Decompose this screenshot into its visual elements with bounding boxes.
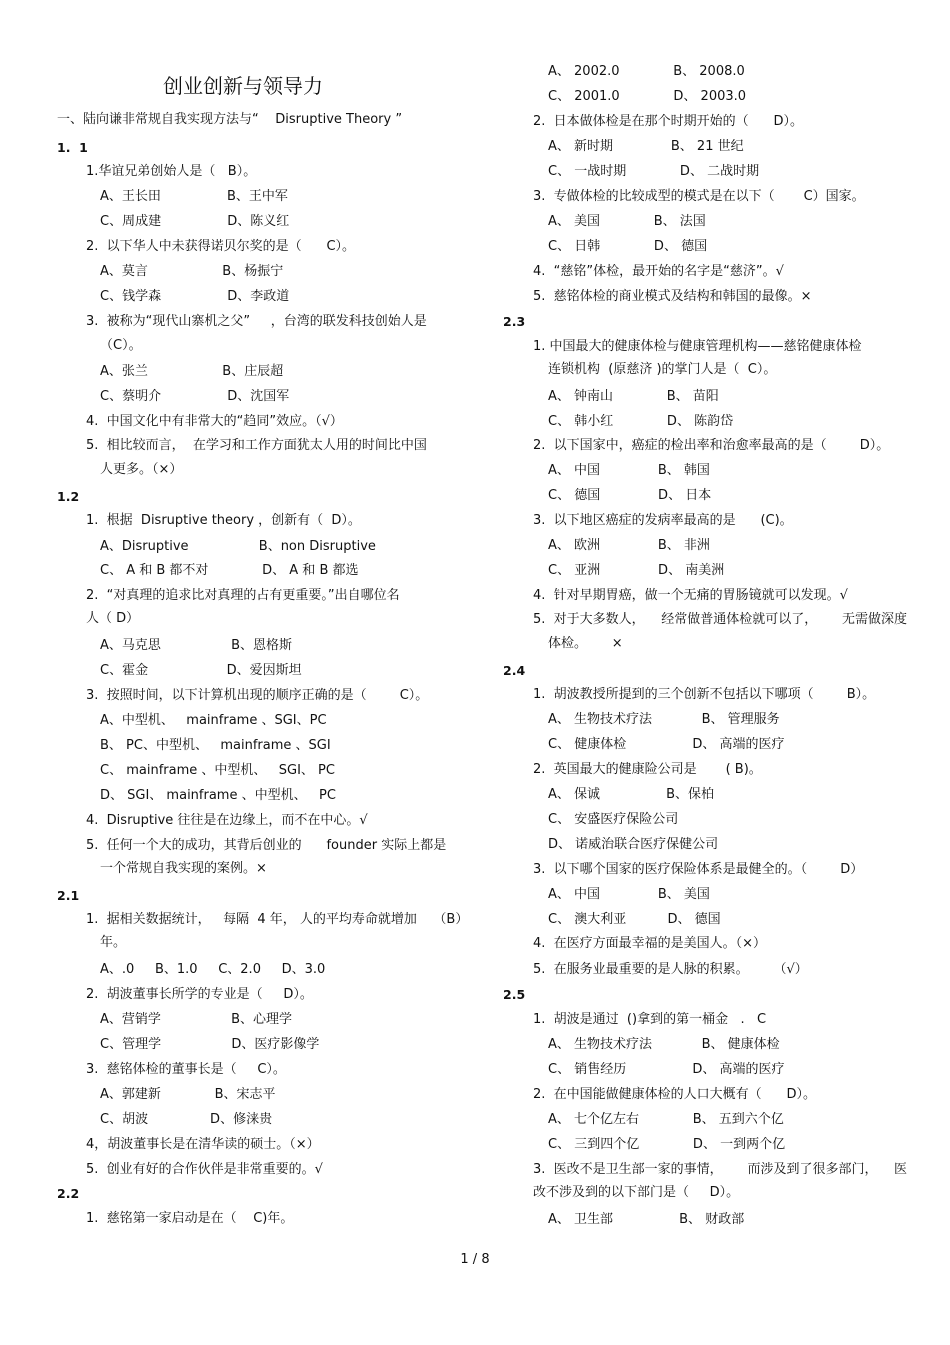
question-line: A、中型机、 mainframe 、SGI、PC	[100, 713, 327, 728]
question-line: A、马克思 B、恩格斯	[100, 638, 293, 653]
question-line: C、 亚洲 D、 南美洲	[548, 563, 725, 578]
question-line: 3. 慈铭体检的董事长是（ C）。	[86, 1062, 286, 1077]
question-line: （C）。	[100, 338, 142, 353]
question-line: 2. 日本做体检是在那个时期开始的（ D）。	[533, 114, 803, 129]
question-line: A、 欧洲 B、 非洲	[548, 538, 710, 553]
question-line: A、 2002.0 B、 2008.0	[548, 64, 745, 79]
question-line: 3. 按照时间，以下计算机出现的顺序正确的是（ C）。	[86, 688, 429, 703]
question-line: 2. 胡波董事长所学的专业是（ D）。	[86, 987, 313, 1002]
question-line: C、 韩小红 D、 陈韵岱	[548, 414, 734, 429]
question-line: C、管理学 D、医疗影像学	[100, 1037, 320, 1052]
question-line: C、 健康体检 D、 高端的医疗	[548, 737, 785, 752]
question-line: A、 生物技术疗法 B、 健康体检	[548, 1037, 780, 1052]
question-line: 4. 在医疗方面最幸福的是美国人。（×）	[533, 936, 767, 951]
question-line: 1. 胡波是通过 ()拿到的第一桶金 . C	[533, 1012, 767, 1027]
question-line: C、霍金 D、爱因斯坦	[100, 663, 302, 678]
question-line: 一个常规自我实现的案例。×	[100, 861, 267, 876]
question-line: A、莫言 B、杨振宁	[100, 264, 284, 279]
question-line: C、 三到四个亿 D、 一到两个亿	[548, 1137, 786, 1152]
question-line: 5. 对于大多数人， 经常做普通体检就可以了， 无需做深度	[533, 612, 907, 627]
question-line: 1. 中国最大的健康体检与健康管理机构——慈铭健康体检	[533, 339, 862, 354]
question-line: 2. 以下华人中未获得诺贝尔奖的是（ C）。	[86, 239, 356, 254]
question-line: 5. 慈铭体检的商业模式及结构和韩国的最像。×	[533, 289, 812, 304]
question-line: A、 生物技术疗法 B、 管理服务	[548, 712, 780, 727]
section-heading: 2.3	[503, 314, 526, 329]
question-line: 年。	[100, 935, 127, 950]
question-line: 1.华谊兄弟创始人是（ B）。	[86, 164, 257, 179]
question-line: 1. 根据 Disruptive theory ，创新有（ D）。	[86, 513, 361, 528]
question-line: 人（ D）	[86, 611, 140, 626]
section-heading: 2.1	[57, 888, 80, 903]
question-line: 3. 医改不是卫生部一家的事情， 而涉及到了很多部门， 医	[533, 1162, 907, 1177]
section-heading: 2.5	[503, 987, 526, 1002]
question-line: 4. Disruptive 往往是在边缘上，而不在中心。√	[86, 813, 368, 828]
question-line: C、胡波 D、修涞贵	[100, 1112, 273, 1127]
question-line: A、 七个亿左右 B、 五到六个亿	[548, 1112, 784, 1127]
question-line: 人更多。（×）	[100, 462, 183, 477]
question-line: A、 中国 B、 美国	[548, 887, 710, 902]
page-number: 1 / 8	[460, 1252, 490, 1267]
question-line: 1. 据相关数据统计， 每隔 4 年， 人的平均寿命就增加 （B）	[86, 912, 469, 927]
question-line: A、.0 B、1.0 C、2.0 D、3.0	[100, 962, 326, 977]
question-line: A、Disruptive B、non Disruptive	[100, 539, 376, 554]
question-line: 5. 在服务业最重要的是人脉的积累。 （√）	[533, 962, 808, 977]
question-line: 1. 慈铭第一家启动是在（ C)年。	[86, 1211, 294, 1226]
question-line: C、 一战时期 D、 二战时期	[548, 164, 760, 179]
question-line: 4. 中国文化中有非常大的“趋同”效应。（√）	[86, 414, 343, 429]
question-line: D、 SGI、 mainframe 、中型机、 PC	[100, 788, 336, 803]
document-title: 创业创新与领导力	[163, 74, 323, 98]
question-line: C、 日韩 D、 德国	[548, 239, 708, 254]
question-line: 2. 以下国家中，癌症的检出率和治愈率最高的是（ D）。	[533, 438, 890, 453]
question-line: A、张兰 B、庄辰超	[100, 364, 284, 379]
question-line: 3. 专做体检的比较成型的模式是在以下（ C）国家。	[533, 189, 865, 204]
question-line: A、王长田 B、王中军	[100, 189, 288, 204]
question-line: 一、陆向谦非常规自我实现方法与“ Disruptive Theory ”	[57, 112, 403, 127]
question-line: C、 2001.0 D、 2003.0	[548, 89, 747, 104]
question-line: C、 安盛医疗保险公司	[548, 812, 679, 827]
question-line: C、 mainframe 、中型机、 SGI、 PC	[100, 763, 335, 778]
question-line: 3. 以下地区癌症的发病率最高的是 (C)。	[533, 513, 793, 528]
question-line: 4. “慈铭”体检，最开始的名字是“慈济”。√	[533, 264, 784, 279]
question-line: 2. “对真理的追求比对真理的占有更重要。”出自哪位名	[86, 588, 400, 603]
question-line: B、 PC、中型机、 mainframe 、SGI	[100, 738, 331, 753]
question-line: 4，胡波董事长是在清华读的硕士。（×）	[86, 1137, 320, 1152]
question-line: 3. 被称为“现代山寨机之父” ，台湾的联发科技创始人是	[86, 314, 427, 329]
question-line: A、郭建新 B、宋志平	[100, 1087, 276, 1102]
section-heading: 1. 1	[57, 140, 88, 155]
question-line: 体检。 ×	[548, 636, 623, 651]
question-line: A、 新时期 B、 21 世纪	[548, 139, 744, 154]
question-line: A、营销学 B、心理学	[100, 1012, 293, 1027]
question-line: 5. 相比较而言， 在学习和工作方面犹太人用的时间比中国	[86, 438, 427, 453]
section-heading: 2.4	[503, 663, 526, 678]
question-line: 改不涉及到的以下部门是（ D）。	[533, 1185, 740, 1200]
question-line: C、 销售经历 D、 高端的医疗	[548, 1062, 785, 1077]
question-line: A、 卫生部 B、 财政部	[548, 1212, 745, 1227]
question-line: C、周成建 D、陈义红	[100, 214, 290, 229]
question-line: A、 中国 B、 韩国	[548, 463, 710, 478]
question-line: C、 A 和 B 都不对 D、 A 和 B 都选	[100, 563, 359, 578]
question-line: 3. 以下哪个国家的医疗保险体系是最健全的。（ D）	[533, 862, 864, 877]
question-line: 1. 胡波教授所提到的三个创新不包括以下哪项（ B）。	[533, 687, 876, 702]
question-line: A、 保诚 B、保柏	[548, 787, 715, 802]
question-line: 2. 在中国能做健康体检的人口大概有（ D）。	[533, 1087, 816, 1102]
question-line: D、 诺威治联合医疗保健公司	[548, 837, 719, 852]
question-line: 5. 任何一个大的成功，其背后创业的 founder 实际上都是	[86, 838, 447, 853]
question-line: C、钱学森 D、李政道	[100, 289, 290, 304]
question-line: C、 德国 D、 日本	[548, 488, 712, 503]
section-heading: 1.2	[57, 489, 80, 504]
question-line: 4. 针对早期胃癌，做一个无痛的胃肠镜就可以发现。√	[533, 588, 848, 603]
question-line: A、 钟南山 B、 苗阳	[548, 389, 719, 404]
question-line: A、 美国 B、 法国	[548, 214, 706, 229]
question-line: 5. 创业有好的合作伙伴是非常重要的。√	[86, 1162, 323, 1177]
question-line: C、 澳大利亚 D、 德国	[548, 912, 721, 927]
question-line: 连锁机构 (原慈济 )的掌门人是（ C）。	[548, 362, 777, 377]
section-heading: 2.2	[57, 1186, 80, 1201]
question-line: 2. 英国最大的健康险公司是 ( B)。	[533, 762, 762, 777]
question-line: C、蔡明介 D、沈国军	[100, 389, 290, 404]
